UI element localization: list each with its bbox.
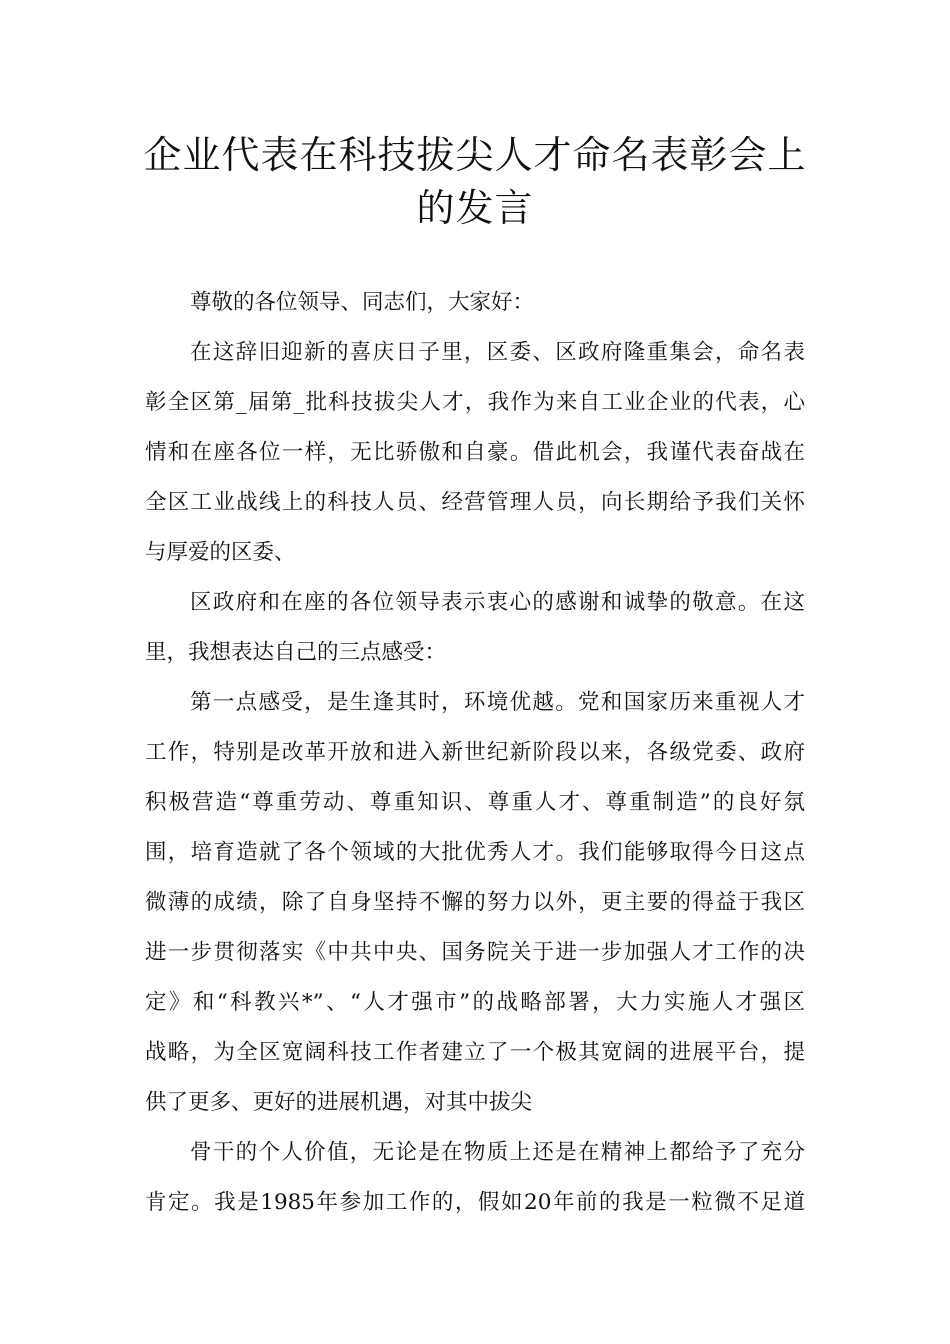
document-title-line-2: 的发言: [416, 186, 534, 230]
paragraph-line: 积极营造“尊重劳动、尊重知识、尊重人才、尊重制造”的良好氛: [145, 790, 805, 815]
paragraph-line: 定》和“科教兴*”、“人才强市”的战略部署，大力实施人才强区: [145, 990, 805, 1015]
paragraph-line: 里，我想表达自己的三点感受：: [145, 640, 447, 665]
document-title-line-1: 企业代表在科技拔尖人才命名表彰会上: [143, 133, 807, 177]
paragraph-line: 工作，特别是改革开放和进入新世纪新阶段以来，各级党委、政府: [145, 740, 805, 765]
paragraph-line: 微薄的成绩，除了自身坚持不懈的努力以外，更主要的得益于我区: [145, 890, 805, 915]
salutation-line: 尊敬的各位领导、同志们，大家好：: [190, 290, 535, 315]
paragraph-line: 战略，为全区宽阔科技工作者建立了一个极其宽阔的进展平台，提: [145, 1040, 805, 1065]
paragraph-line: 肯定。我是1985年参加工作的，假如20年前的我是一粒微不足道: [145, 1190, 805, 1215]
paragraph-line: 第一点感受，是生逢其时，环境优越。党和国家历来重视人才: [190, 690, 805, 715]
paragraph-line: 区政府和在座的各位领导表示衷心的感谢和诚挚的敬意。在这: [190, 590, 805, 615]
paragraph-line: 围，培育造就了各个领域的大批优秀人才。我们能够取得今日这点: [145, 840, 805, 865]
paragraph-line: 全区工业战线上的科技人员、经营管理人员，向长期给予我们关怀: [145, 490, 805, 515]
paragraph-line: 情和在座各位一样，无比骄傲和自豪。借此机会，我谨代表奋战在: [145, 440, 805, 465]
paragraph-line: 与厚爱的区委、: [145, 540, 296, 565]
paragraph-line: 彰全区第_届第_批科技拔尖人才，我作为来自工业企业的代表，心: [145, 390, 805, 415]
paragraph-line: 在这辞旧迎新的喜庆日子里，区委、区政府隆重集会，命名表: [190, 340, 805, 365]
paragraph-line: 骨干的个人价值，无论是在物质上还是在精神上都给予了充分: [190, 1140, 805, 1165]
paragraph-line: 进一步贯彻落实《中共中央、国务院关于进一步加强人才工作的决: [145, 940, 805, 965]
paragraph-line: 供了更多、更好的进展机遇，对其中拔尖: [145, 1090, 533, 1115]
